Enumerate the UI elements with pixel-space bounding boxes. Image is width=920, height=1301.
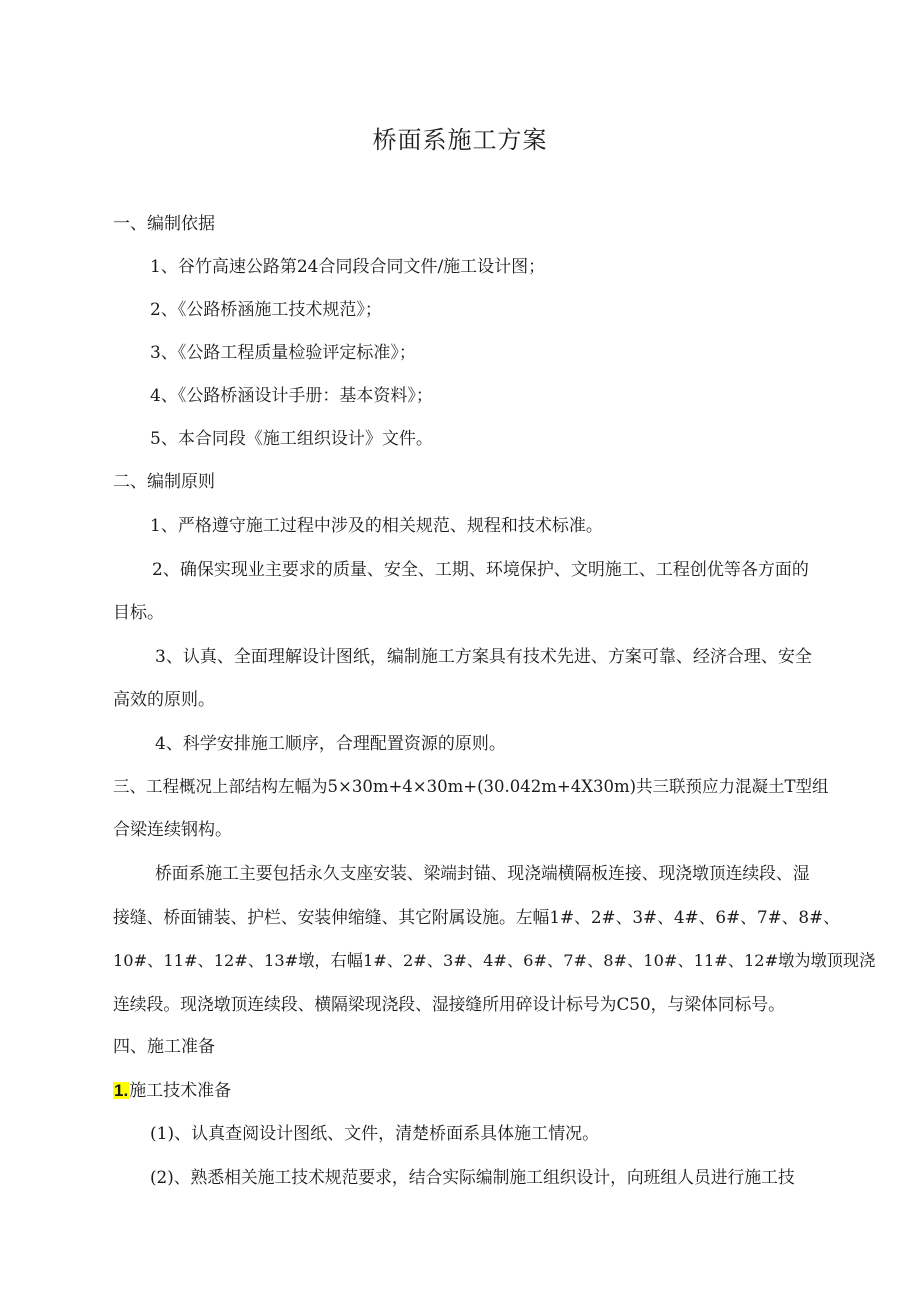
section-1-item-4: 4、《公路桥涵设计手册：基本资料》； xyxy=(150,386,433,406)
section-4-item-1: (1)、认真查阅设计图纸、文件，清楚桥面系具体施工情况。 xyxy=(150,1124,600,1144)
section-2-item-3-line-1: 3、认真、全面理解设计图纸，编制施工方案具有技术先进、方案可靠、经济合理、安全 xyxy=(155,647,812,667)
section-2-item-1: 1、严格遵守施工过程中涉及的相关规范、规程和技术标准。 xyxy=(150,516,603,536)
subheading-number-highlight: 1. xyxy=(114,1081,129,1100)
section-3-paragraph-line-1: 桥面系施工主要包括永久支座安装、梁端封锚、现浇端横隔板连接、现浇墩顶连续段、湿 xyxy=(155,863,810,883)
section-3-paragraph-line-3: 10#、11#、12#、13#墩，右幅1#、2#、3#、4#、6#、7#、8#、10#、11#、12#墩为墩顶现浇 xyxy=(113,951,876,970)
document-title: 桥面系施工方案 xyxy=(372,126,548,154)
section-1-item-1: 1、谷竹高速公路第24合同段合同文件/施工设计图； xyxy=(150,257,546,277)
section-1-item-5: 5、本合同段《施工组织设计》文件。 xyxy=(150,429,433,449)
section-3-paragraph-line-2: 接缝、桥面铺装、护栏、安装伸缩缝、其它附属设施。左幅1#、2#、3#、4#、6#、7#、8#、 xyxy=(113,907,840,927)
section-3-paragraph-line-4: 连续段。现浇墩顶连续段、横隔梁现浇段、湿接缝所用碎设计标号为C50，与梁体同标号。 xyxy=(113,994,785,1014)
section-3-line-2: 合梁连续钢构。 xyxy=(113,820,232,840)
section-1-item-2: 2、《公路桥涵施工技术规范》； xyxy=(150,300,382,320)
subheading-text: 施工技术准备 xyxy=(129,1081,232,1101)
section-2-item-2-line-1: 2、确保实现业主要求的质量、安全、工期、环境保护、文明施工、工程创优等各方面的 xyxy=(152,560,809,580)
section-2-item-2-line-2: 目标。 xyxy=(113,603,164,623)
section-3-line-1: 三、工程概况上部结构左幅为5×30m+4×30m+(30.042m+4X30m)共三联预应力混凝土T型组 xyxy=(113,777,829,796)
section-4-item-2: (2)、熟悉相关施工技术规范要求，结合实际编制施工组织设计，向班组人员进行施工技 xyxy=(150,1167,795,1187)
section-2-item-3-line-2: 高效的原则。 xyxy=(113,690,215,710)
section-1-heading: 一、编制依据 xyxy=(113,214,215,234)
section-2-heading: 二、编制原则 xyxy=(113,472,215,492)
section-1-item-3: 3、《公路工程质量检验评定标准》； xyxy=(150,343,416,363)
section-2-item-4: 4、科学安排施工顺序，合理配置资源的原则。 xyxy=(155,734,506,754)
section-4-subheading xyxy=(113,1082,813,1100)
section-4-heading: 四、施工准备 xyxy=(113,1037,215,1057)
